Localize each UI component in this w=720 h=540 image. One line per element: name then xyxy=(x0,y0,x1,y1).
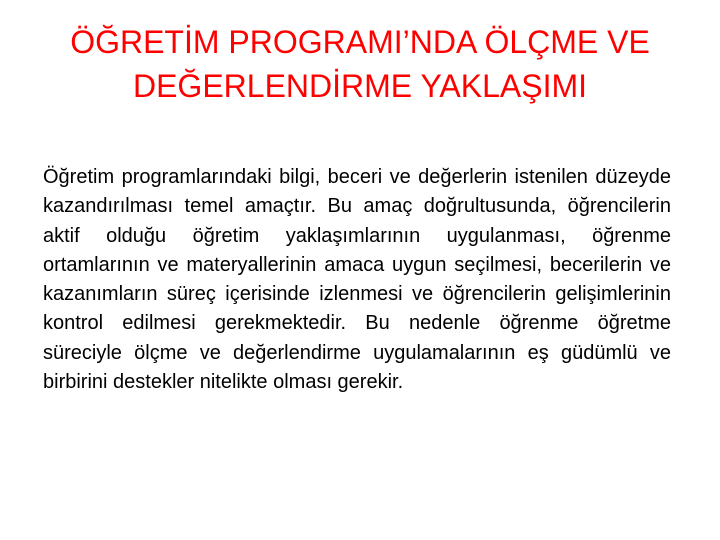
slide-title xyxy=(20,20,700,108)
slide-body-paragraph: Öğretim programlarındaki bilgi, beceri ve değerlerin istenilen düzeyde kazandırılması temel amaçtır. Bu amaç doğrultusunda, öğrencilerin aktif olduğu öğretim yaklaşımlarının uygulanması, öğrenme ortamlarının ve materyallerinin amaca uygun seçilmesi, becerilerin ve kazanımların süreç içerisinde izlenmesi ve öğrencilerin gelişimlerinin kontrol edilmesi gerekmektedir. Bu nedenle öğrenme öğretme süreciyle ölçme ve değerlendirme uygulamalarının eş güdümlü ve birbirini destekler nitelikte olması gerekir. xyxy=(43,166,671,394)
slide-title-line-1: ÖĞRETİM PROGRAMI’NDA ÖLÇME VE xyxy=(70,24,650,60)
slide-title-line-2: DEĞERLENDİRME YAKLAŞIMI xyxy=(132,68,588,104)
